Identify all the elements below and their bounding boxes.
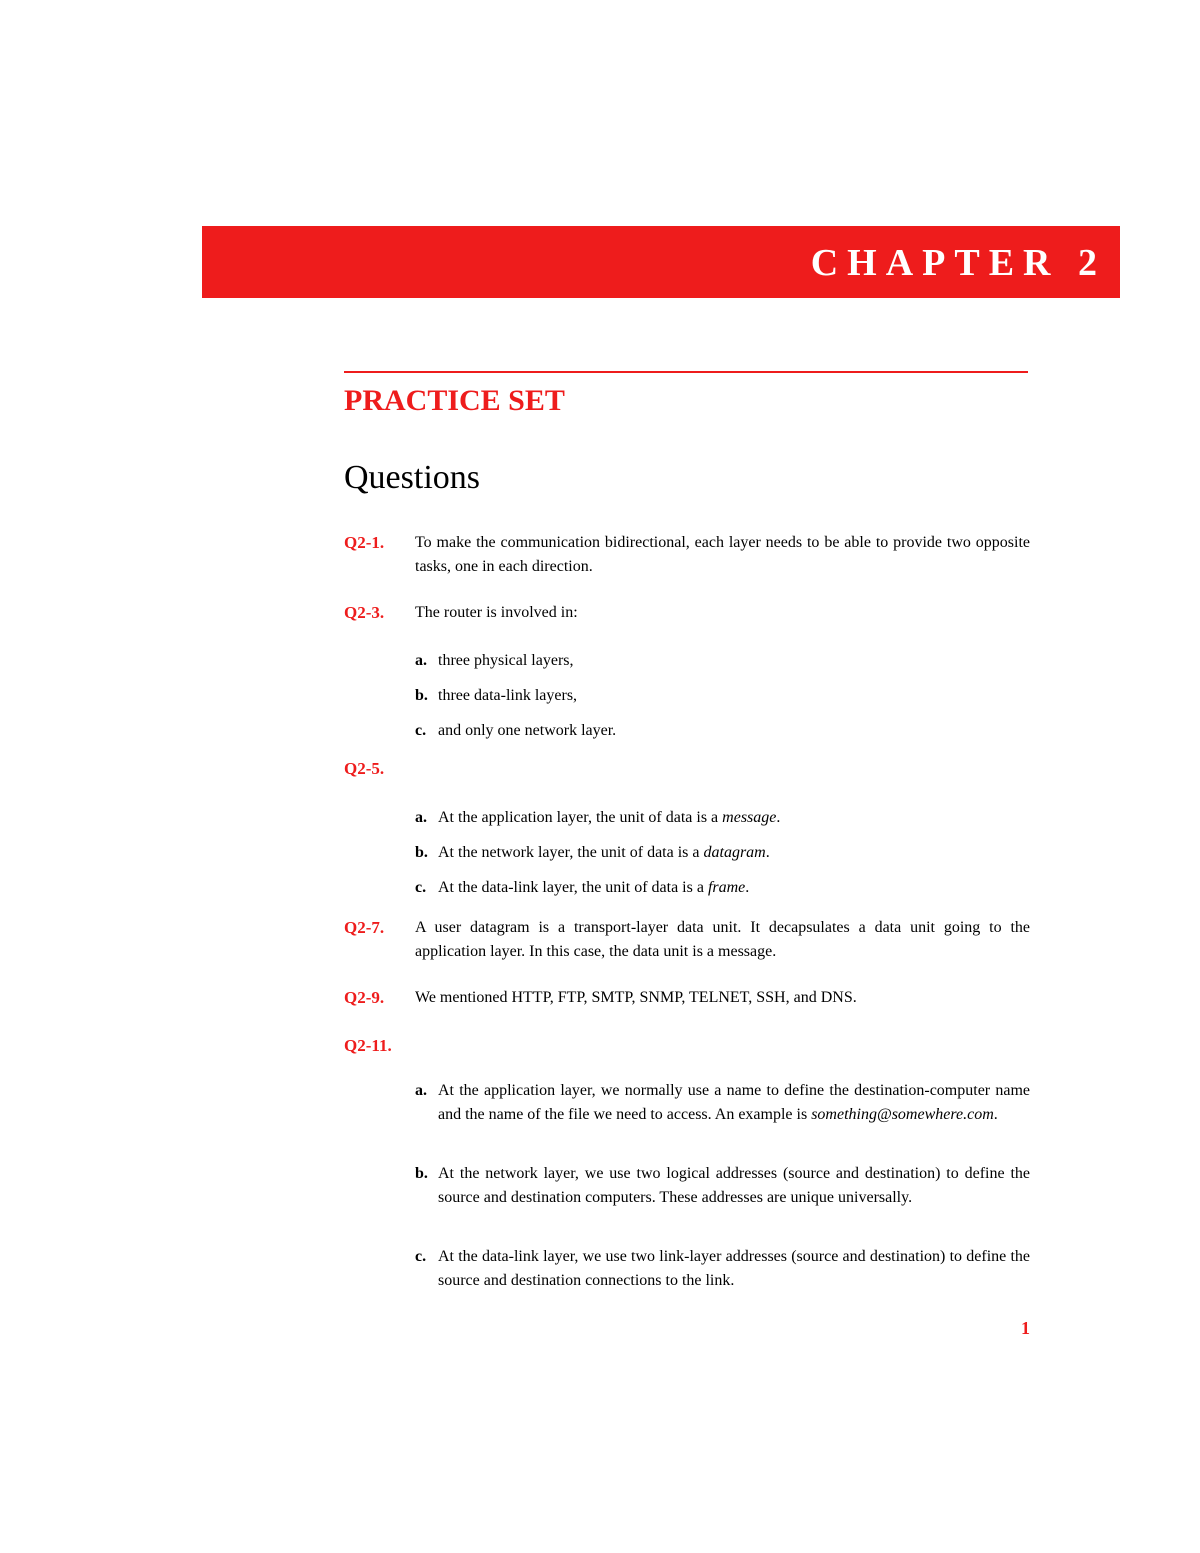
list-item-text: At the network layer, we use two logical addresses (source and destination) to define the source and destination computers. These addresses are unique universally. [438,1165,1030,1206]
list-item-q2-5-a [415,806,1030,830]
chapter-title: CHAPTER 2 [810,242,1106,284]
question-number-q2-9: Q2-9. [344,988,385,1007]
list-item-letter: b. [415,844,428,861]
question-text-q2-3: The router is involved in: [415,604,578,621]
question-number-q2-7: Q2-7. [344,918,385,937]
emphasis-term: message [722,809,777,826]
list-item-text: At the data-link layer, we use two link-layer addresses (source and destination) to define the source and destination connections to the link. [438,1248,1030,1289]
list-item-q2-11-c [415,1245,1030,1293]
list-item-letter: c. [415,722,427,739]
question-number-q2-11: Q2-11. [344,1036,392,1055]
list-item-text: At the network layer, the unit of data is a datagram. [438,844,770,861]
question-text-q2-7: A user datagram is a transport-layer data unit. It decapsulates a data unit going to the application layer. In this case, the data unit is a message. [415,919,1030,960]
emphasis-term: datagram [703,844,766,861]
list-item-text: At the data-link layer, the unit of data is a frame. [438,879,750,896]
section-divider [344,371,1028,373]
list-item-letter: b. [415,1165,428,1182]
list-item-text: and only one network layer. [438,722,617,739]
list-item-q2-3-a [415,649,1030,673]
page-number: 1 [1021,1318,1030,1338]
list-item-text: At the application layer, the unit of data is a message. [438,809,781,826]
emphasis-term: frame [707,879,746,896]
question-number-q2-3: Q2-3. [344,603,385,622]
list-item-letter: c. [415,879,427,896]
question-text-q2-9: We mentioned HTTP, FTP, SMTP, SNMP, TELNET, SSH, and DNS. [415,989,857,1006]
question-number-q2-1: Q2-1. [344,533,385,552]
list-item-letter: a. [415,652,427,669]
list-item-q2-5-c [415,876,1030,900]
list-item-q2-5-b [415,841,1030,865]
list-item-letter: a. [415,1082,427,1099]
list-item-text: three physical layers, [438,652,574,669]
list-item-q2-3-c [415,719,1030,743]
list-item-text: three data-link layers, [438,687,578,704]
list-item-letter: c. [415,1248,427,1265]
section-title: PRACTICE SET [344,384,565,417]
question-number-q2-5: Q2-5. [344,759,385,778]
list-item-letter: b. [415,687,428,704]
list-item-letter: a. [415,809,427,826]
list-item-q2-11-a [415,1079,1030,1127]
list-item-q2-3-b [415,684,1030,708]
email-example: something@somewhere.com [811,1106,994,1123]
list-item-text: At the application layer, we normally use a name to define the destination-computer name and the name of the file we need to access. An example is something@somewhere.com. [438,1082,1030,1123]
question-text-q2-1: To make the communication bidirectional, each layer needs to be able to provide two opposite tasks, one in each direction. [415,534,1030,575]
subsection-title: Questions [344,459,480,496]
list-item-q2-11-b [415,1162,1030,1210]
